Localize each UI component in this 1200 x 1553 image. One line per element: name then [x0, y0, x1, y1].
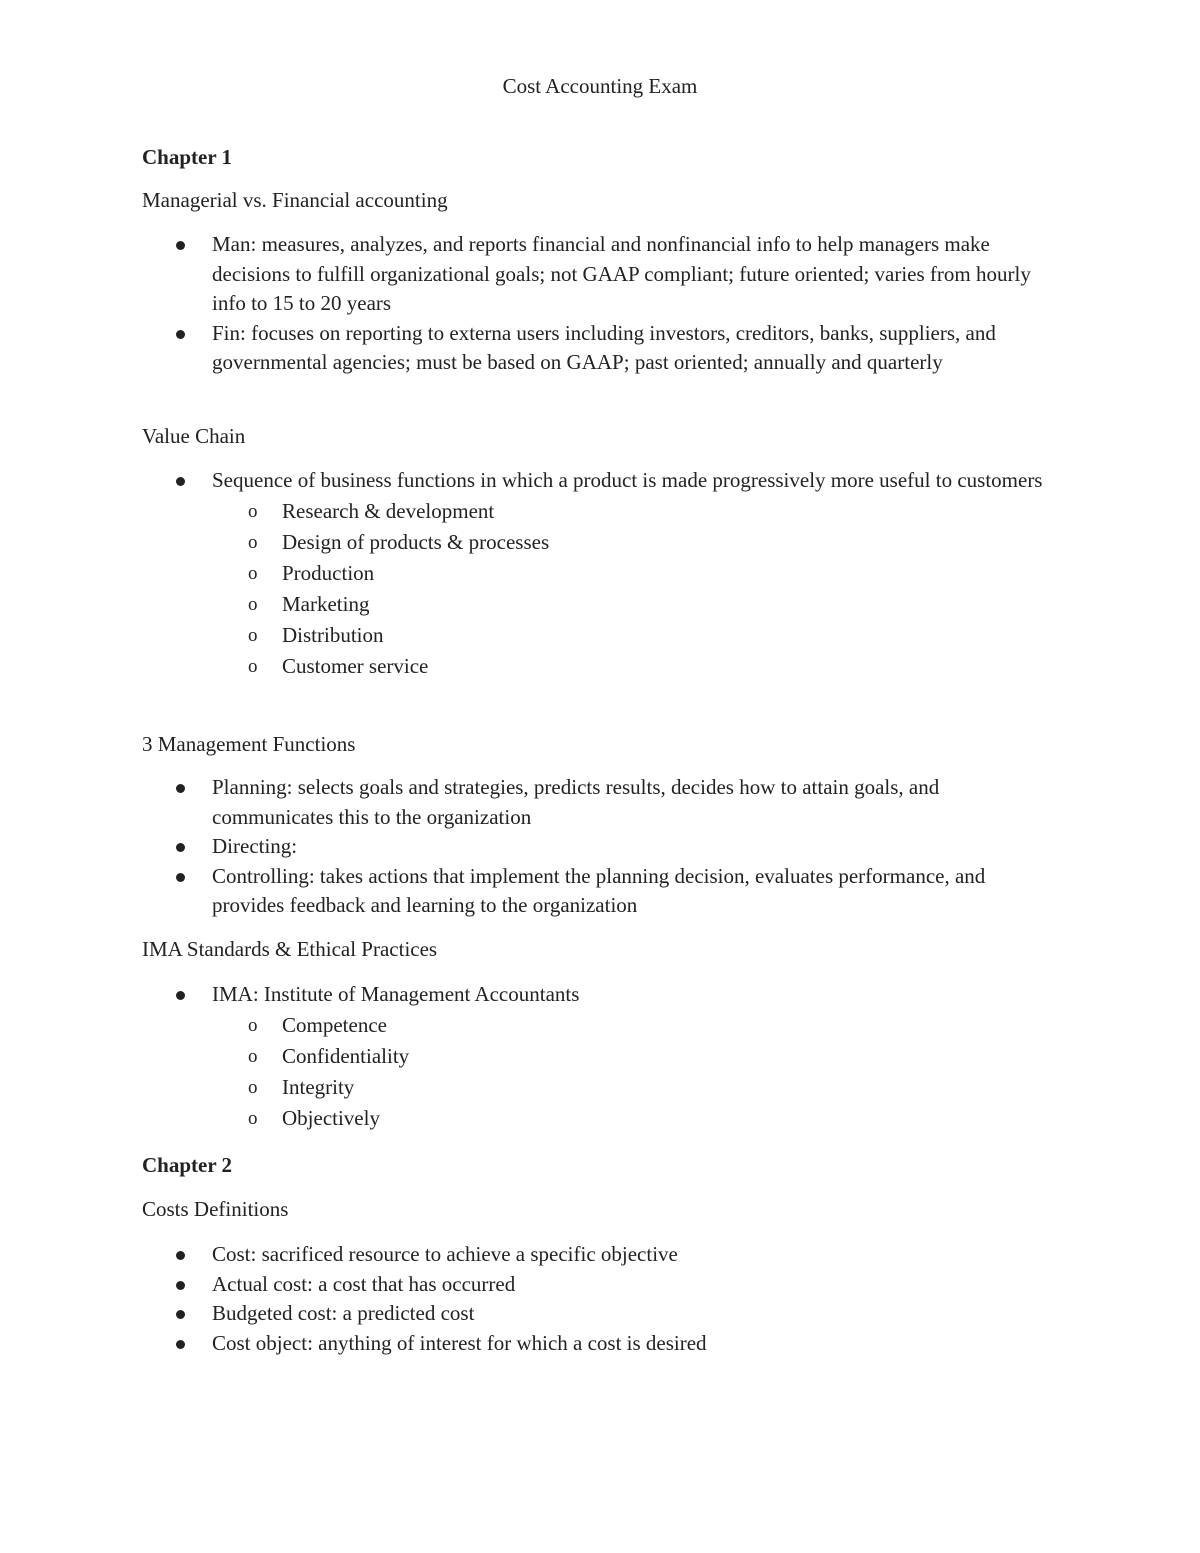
- list-item-text: Man: measures, analyzes, and reports financial and nonfinancial info to help managers make decisions to fulfill organizational goals; not GAAP compliant; future oriented; varies from hourly info to 15 to 20 years: [212, 232, 1031, 315]
- sub-list-item: [212, 620, 1062, 651]
- circle-bullet-icon: o: [248, 1045, 258, 1067]
- list-item: [142, 466, 1062, 682]
- circle-bullet-icon: o: [248, 624, 258, 646]
- circle-bullet-icon: o: [248, 1014, 258, 1036]
- circle-bullet-icon: o: [248, 531, 258, 553]
- list-item: [142, 773, 1062, 832]
- bullet-icon: [176, 873, 185, 882]
- list-item-text: Actual cost: a cost that has occurred: [212, 1271, 516, 1296]
- list-item: [142, 832, 1062, 862]
- sub-bullet-list: [212, 496, 1062, 682]
- list-item-text: Directing:: [212, 834, 298, 858]
- list-item: [142, 1270, 1062, 1300]
- list-item: [142, 319, 1062, 378]
- list-item-text: Sequence of business functions in which a product is made progressively more useful to customers: [212, 468, 1043, 492]
- bullet-icon: [176, 330, 185, 339]
- bullet-icon: [176, 477, 185, 486]
- sub-list-item: [212, 496, 1062, 527]
- list-item: [142, 1240, 1062, 1270]
- list-item-text: IMA: Institute of Management Accountants: [212, 982, 580, 1006]
- list-item: [142, 1329, 1062, 1359]
- section-heading: Managerial vs. Financial accounting: [142, 188, 448, 212]
- sub-list-item-text: Research & development: [282, 498, 495, 523]
- sub-list-item: [212, 1072, 1062, 1103]
- bullet-list: [142, 980, 1062, 1134]
- sub-bullet-list: [212, 1010, 1062, 1134]
- sub-list-item: [212, 1010, 1062, 1041]
- bullet-list: [142, 230, 1062, 378]
- list-item: [142, 862, 1062, 921]
- list-item-text: Cost object: anything of interest for which a cost is desired: [212, 1330, 707, 1355]
- list-item-text: Planning: selects goals and strategies, predicts results, decides how to attain goals, and communicates this to the organization: [212, 775, 940, 829]
- sub-list-item: [212, 527, 1062, 558]
- section-heading: Value Chain: [142, 424, 246, 448]
- sub-list-item-text: Marketing: [282, 591, 370, 616]
- bullet-icon: [176, 843, 185, 852]
- sub-list-item: [212, 1041, 1062, 1072]
- bullet-list: [142, 1240, 1062, 1358]
- bullet-icon: [176, 991, 185, 1000]
- chapter-heading: Chapter 1: [142, 145, 233, 169]
- list-item-text: Cost: sacrificed resource to achieve a specific objective: [212, 1242, 678, 1266]
- section-heading: Costs Definitions: [142, 1197, 289, 1221]
- section-heading: IMA Standards & Ethical Practices: [142, 937, 438, 961]
- bullet-icon: [176, 1281, 185, 1290]
- sub-list-item: [212, 651, 1062, 682]
- bullet-list: [142, 773, 1062, 921]
- sub-list-item-text: Competence: [282, 1012, 387, 1037]
- sub-list-item-text: Integrity: [282, 1074, 355, 1099]
- list-item: [142, 230, 1062, 319]
- sub-list-item-text: Customer service: [282, 653, 429, 678]
- list-item-text: Fin: focuses on reporting to externa users including investors, creditors, banks, suppliers, and governmental agencies; must be based on GAAP; past oriented; annually and quarterly: [212, 320, 996, 374]
- sub-list-item: [212, 558, 1062, 589]
- circle-bullet-icon: o: [248, 500, 258, 522]
- bullet-icon: [176, 784, 185, 793]
- list-item: [142, 1299, 1062, 1329]
- section-heading: 3 Management Functions: [142, 732, 356, 756]
- circle-bullet-icon: o: [248, 1076, 258, 1098]
- list-item-text: Controlling: takes actions that implement the planning decision, evaluates performance, and provides feedback and learning to the organization: [212, 863, 986, 917]
- sub-list-item-text: Production: [282, 560, 375, 585]
- circle-bullet-icon: o: [248, 655, 258, 677]
- sub-list-item-text: Confidentiality: [282, 1043, 410, 1068]
- bullet-list: [142, 466, 1062, 682]
- bullet-icon: [176, 1251, 185, 1260]
- sub-list-item-text: Design of products & processes: [282, 529, 550, 554]
- sub-list-item: [212, 1103, 1062, 1134]
- sub-list-item-text: Objectively: [282, 1105, 380, 1130]
- bullet-icon: [176, 1310, 185, 1319]
- bullet-icon: [176, 1340, 185, 1349]
- document-title: Cost Accounting Exam: [502, 74, 698, 98]
- circle-bullet-icon: o: [248, 1107, 258, 1129]
- circle-bullet-icon: o: [248, 593, 258, 615]
- chapter-heading: Chapter 2: [142, 1153, 233, 1177]
- list-item: [142, 980, 1062, 1134]
- bullet-icon: [176, 241, 185, 250]
- list-item-text: Budgeted cost: a predicted cost: [212, 1301, 475, 1325]
- sub-list-item-text: Distribution: [282, 622, 384, 647]
- sub-list-item: [212, 589, 1062, 620]
- circle-bullet-icon: o: [248, 562, 258, 584]
